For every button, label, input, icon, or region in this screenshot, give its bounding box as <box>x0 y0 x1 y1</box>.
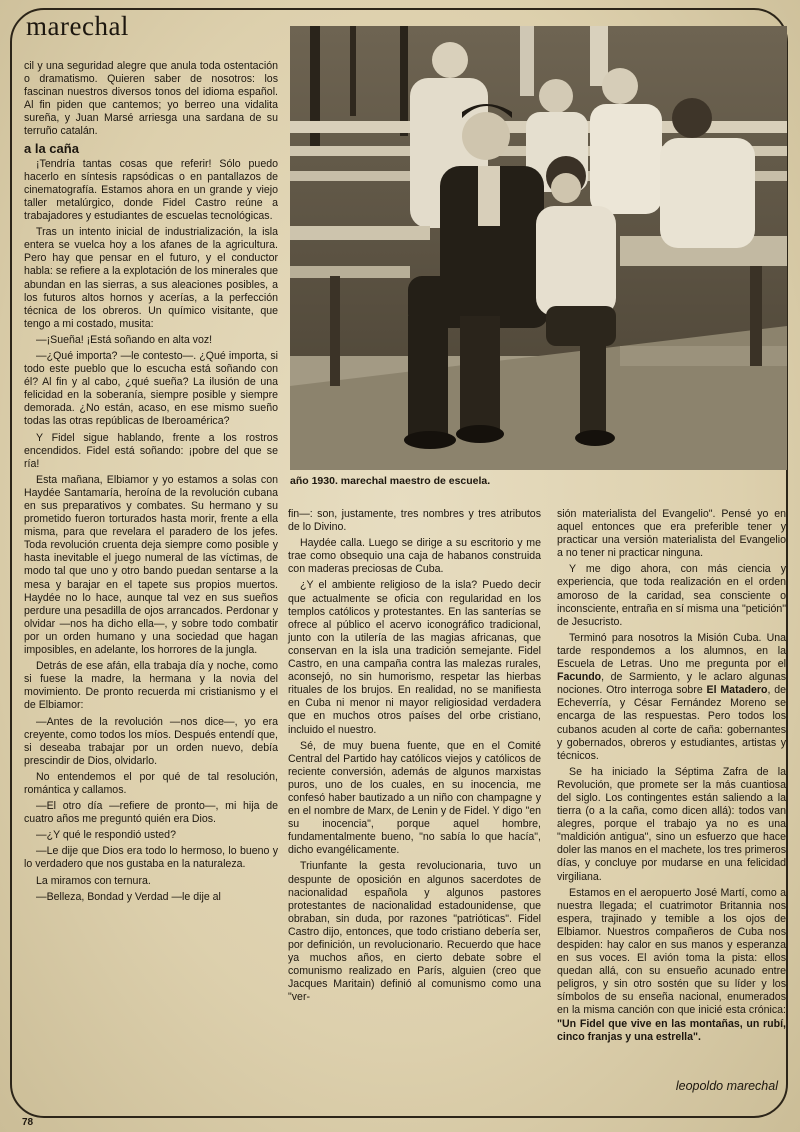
paragraph: fin—: son, justamente, tres nombres y tres atributos de lo Divino. <box>288 508 541 534</box>
text-column-1 <box>24 60 278 907</box>
quoted-verse: "Un Fidel que vive en las montañas, un rubí, cinco franjas y una estrella". <box>557 1017 786 1043</box>
paragraph: —¿Qué importa? —le contesto—. ¿Qué importa, si todo este pueblo que lo escucha está soñando con él? Al fin y al cabo, ¿qué sueña? La ilusión de una felicidad en la soberanía, siempre posible y siempre demorada. ¿No están, acaso, en ese mismo sueño todas las otras repúblicas de Iberoamérica? <box>24 349 278 428</box>
paragraph: Sé, de muy buena fuente, que en el Comité Central del Partido hay católicos viejos y católicos de reciente conversión, además de algunos marxistas puros, uno de los cuales, en su inocencia, me confesó haber bautizado a un niño con champagne y en el nombre de Marx, de Lenin y de Fidel. Y digo "en su inocencia", porque aquel hombre, fundamentalmente bueno, "no sabía lo que hacía", dicho evangélicamente. <box>288 739 541 857</box>
paragraph: —El otro día —refiere de pronto—, mi hija de cuatro años me preguntó quién era Dios. <box>24 800 278 826</box>
book-title: Facundo <box>557 671 602 684</box>
running-header: marechal <box>26 11 129 41</box>
paragraph: —¿Y qué le respondió usted? <box>36 829 176 842</box>
paragraph: La miramos con ternura. <box>36 874 151 887</box>
text-run: Terminó para nosotros la Misión Cuba. Una tarde respondemos a los alumnos, en la Escuela de Letras. Uno me pregunta por el <box>557 631 786 671</box>
text-column-3 <box>557 508 786 1047</box>
text-run: Estamos en el aeropuerto José Martí, como a nuestra llegada; el cuatrimotor Britannia nos espera, trajinado y temible a los ojos de Elbiamor. Nuestros compañeros de Cuba nos despiden: hay calor en sus manos y esperanza en sus voces. El avión toma la pista: ellos quedan allá, con su ensueño acunado entre peligros, y sin otro sostén que su líder y los símbolos de su enseña nacional, enumerados en la misma canción con que inicié esta crónica: <box>557 886 786 1017</box>
paragraph: Y me digo ahora, con más ciencia y experiencia, que toda realización en el orden amoroso de la caridad, sea consciente o inconsciente, entraña en sí misma una "petición" de Jesucristo. <box>557 563 786 628</box>
paragraph: ¡Tendría tantas cosas que referir! Sólo puedo hacerlo en síntesis rapsódicas o en pantallazos de cinematografía. Estamos ahora en un grande y viejo taller metalúrgico, donde Fidel Castro reúne a trabajadores y estudiantes de escuelas tecnológicas. <box>24 157 278 223</box>
text-run: , de Echeverría, y César Fernández Moreno se encarga de las respuestas. Pero todos los cubanos acuden al corte de caña: gobernantes y gobernados, obreros y estudiantes, artistas y técnicos. <box>557 684 786 762</box>
page-number: 78 <box>22 1117 34 1128</box>
paragraph: sión materialista del Evangelio". Pensé yo en aquel entonces que era preferible tener y practicar una versión materialista del Evangelio a no tener ni practicar ninguna. <box>557 508 786 560</box>
paragraph: —Belleza, Bondad y Verdad —le dije al <box>36 890 221 903</box>
historical-photo <box>290 26 787 470</box>
text-column-2 <box>288 508 541 1007</box>
paragraph: —¡Sueña! ¡Está soñando en alta voz! <box>36 333 213 346</box>
paragraph <box>557 632 786 763</box>
book-title: El Matadero <box>706 684 768 697</box>
section-subheading: a la caña <box>24 140 79 156</box>
paragraph: No entendemos el por qué de tal resolución, romántica y callamos. <box>24 770 278 796</box>
paragraph: cil y una seguridad alegre que anula toda ostentación o dramatismo. Quieren saber de nosotros: los fascinan nuestros diversos tonos del idioma español. Al fin piden que cantemos; yo berreo una vidalita sureña, y Juan Marsé arriesga una sardana de su terruño catalán. <box>24 60 278 138</box>
paragraph <box>557 887 786 1044</box>
photo-caption: año 1930. marechal maestro de escuela. <box>290 475 491 487</box>
paragraph: Se ha iniciado la Séptima Zafra de la Revolución, que promete ser la más cuantiosa del siglo. Los contingentes están saliendo a la tierra (o a la caña, como dicen allá): todos van alegres, porque el trabajo ya no es una "maldición antigua", sino un esfuerzo que hace doler las manos en el machete, los tres primeros días, y concluye por mudarse en una felicidad virgiliana. <box>557 765 786 883</box>
paragraph: Detrás de ese afán, ella trabaja día y noche, como si fuese la madre, la hermana y la novia del movimiento. De pronto recuerda mi cristianismo y el de Elbiamor: <box>24 660 278 712</box>
author-signature: leopoldo marechal <box>675 1079 778 1093</box>
text-run: , de Sarmiento, y le aclaro algunas nociones. Otro interroga sobre <box>557 671 786 697</box>
paragraph: ¿Y el ambiente religioso de la isla? Puedo decir que actualmente se oficia con regularidad en los templos católicos y protestantes. En las santerías se ofrece al público el acervo iconográfico tradicional, junto con la utilería de las magias africanas, que conservan en la isla una tradición semejante. Fidel Castro, en una campaña contra las malezas rurales, aconsejó, no sin humorismo, respetar las hierbas rituales de los brujos. En realidad, no se manifiesta en Cuba ni menor ni mayor religiosidad verdadera que en muchos otros países del orbe cristiano, incluido el nuestro. <box>288 579 541 736</box>
paragraph: Tras un intento inicial de industrialización, la isla entera se vuelca hoy a los afanes de la agricultura. Pero hay que pensar en el futuro, y el conductor habla: se refiere a la explotación de los minerales que abundan en las sierras, a sus aleaciones posibles, a los futuros altos hornos y acerías, a la perfección técnica de los obreros. Un químico visitante, que tengo a mi costado, musita: <box>24 226 278 330</box>
paragraph: —Le dije que Dios era todo lo hermoso, lo bueno y lo verdadero que nos gustaba en la naturaleza. <box>24 845 278 871</box>
photo-illustration <box>290 26 787 470</box>
paragraph: Triunfante la gesta revolucionaria, tuvo un despunte de oposición en algunos sacerdotes de nacionalidad española y algunos pastores protestantes de nacionalidad estadounidense, que obraban, sin duda, por razones "patrióticas". Fidel Castro dijo, entonces, que todo cristiano debería ser, por definición, un revolucionario. Recuerdo que hace ya muchos años, en cierto debate sobre el comunismo realizado en París, alguien (creo que Jacques Maritain) definió al comunismo como una "ver- <box>288 860 541 1004</box>
paragraph: Haydée calla. Luego se dirige a su escritorio y me trae como obsequio una caja de habanos construida con maderas preciosas de Cuba. <box>288 537 541 576</box>
paragraph: —Antes de la revolución —nos dice—, yo era creyente, como todos los míos. Después entendí que, si deseaba trabajar por un orden nuevo, debía prescindir de Dios, olvidarlo. <box>24 715 278 767</box>
paragraph: Y Fidel sigue hablando, frente a los rostros encendidos. Fidel está soñando: ¡pobre del que se ría! <box>24 431 278 470</box>
paragraph: Esta mañana, Elbiamor y yo estamos a solas con Haydée Santamaría, heroína de la revolución cubana en sus preparativos y combates. Su hermano y su prometido fueron torturados hasta morir, frente a ella misma, para que revelara el paradero de los jefes. Toda revolución cruenta deja siempre como posible y hasta inevitable el juego numeral de las víctimas, de modo tal que uno y otro bando puedan sentarse a la mesa y barajar en el tapete sus propios muertos. Haydée no lo hace, aunque tal vez en sus sueños perdure una pesadilla de ojos arrancados. Perdonar y olvidar —nos ha dicho ella—, y sobre todo combatir por un orden humano y una sociedad que hagan imposibles, en adelante, los horrores de la jungla. <box>24 473 278 657</box>
